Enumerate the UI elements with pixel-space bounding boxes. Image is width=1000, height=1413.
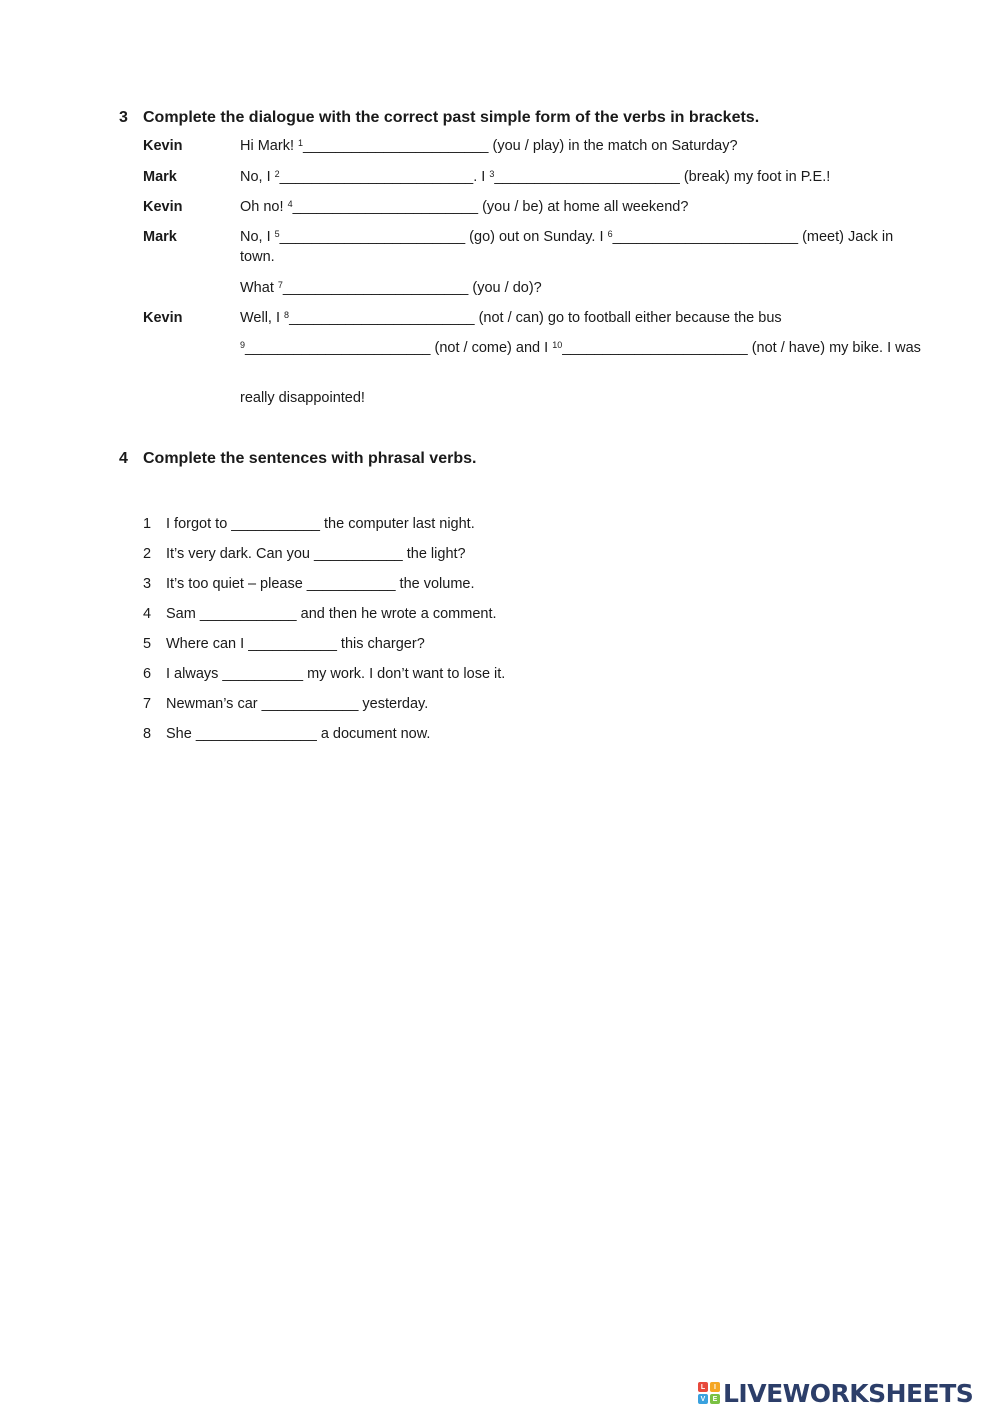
dialogue-text: Well, I	[240, 310, 285, 326]
list-item[interactable]	[143, 516, 475, 532]
dialogue-blank-text[interactable]: ________________________. I	[279, 169, 490, 185]
list-item[interactable]	[143, 606, 497, 622]
list-item[interactable]	[143, 546, 466, 562]
logo-tile-v: V	[698, 1394, 708, 1404]
item-text: Newman’s car ____________ yesterday.	[166, 696, 429, 712]
item-text: Sam ____________ and then he wrote a comment.	[166, 606, 497, 622]
logo-tile-e: E	[710, 1394, 720, 1404]
dialogue-text: Hi Mark!	[240, 138, 298, 154]
list-item[interactable]	[143, 576, 475, 592]
speaker-label: Kevin	[143, 199, 183, 215]
logo-icon	[698, 1382, 720, 1404]
blank-number: 8	[284, 310, 290, 320]
item-number: 5	[143, 636, 152, 652]
dialogue-blank-text[interactable]: _______________________ (not / have) my bike. I was	[562, 340, 921, 356]
logo-tile-i: I	[710, 1382, 720, 1392]
speaker-label: Mark	[143, 169, 177, 185]
blank-number: 6	[607, 229, 613, 239]
section-4-number: 4	[119, 450, 128, 467]
item-number: 1	[143, 516, 152, 532]
section-4-title: Complete the sentences with phrasal verbs.	[143, 450, 477, 467]
dialogue-line-3	[240, 197, 930, 217]
logo-text: LIVEWORKSHEETS	[723, 1378, 974, 1408]
item-text: Where can I ___________ this charger?	[166, 636, 425, 652]
blank-number: 4	[287, 199, 293, 209]
dialogue-line-6	[240, 308, 930, 328]
dialogue-blank-text[interactable]: _______________________ (you / do)?	[282, 280, 542, 296]
dialogue-line-5	[240, 278, 930, 298]
dialogue-text: Oh no!	[240, 199, 288, 215]
list-item[interactable]	[143, 696, 428, 712]
dialogue-line-2	[240, 167, 930, 187]
item-text: She _______________ a document now.	[166, 726, 431, 742]
section-3-title: Complete the dialogue with the correct past simple form of the verbs in brackets.	[143, 109, 760, 126]
section-4-heading	[119, 450, 476, 468]
dialogue-blank-text[interactable]: _______________________ (not / can) go to football either because the bus	[289, 310, 782, 326]
liveworksheets-logo[interactable]	[698, 1378, 973, 1408]
dialogue-line-4	[240, 227, 930, 267]
dialogue-blank-text[interactable]: _______________________ (you / play) in the match on Saturday?	[303, 138, 738, 154]
blank-number: 9	[240, 340, 246, 350]
blank-number: 2	[274, 169, 280, 179]
dialogue-line-8	[240, 388, 930, 408]
logo-tile-l: L	[698, 1382, 708, 1392]
blank-number: 5	[274, 229, 280, 239]
dialogue-blank-text[interactable]: _______________________ (go) out on Sunday. I	[279, 229, 608, 245]
section-3-heading	[119, 109, 759, 127]
item-number: 2	[143, 546, 152, 562]
dialogue-blank-text[interactable]: _______________________ (not / come) and I	[245, 340, 553, 356]
dialogue-blank-text[interactable]: _______________________ (break) my foot in P.E.!	[494, 169, 831, 185]
item-number: 6	[143, 666, 152, 682]
blank-number: 10	[552, 340, 563, 350]
list-item[interactable]	[143, 726, 430, 742]
blank-number: 7	[277, 280, 283, 290]
item-number: 7	[143, 696, 152, 712]
dialogue-text: No, I	[240, 229, 275, 245]
dialogue-text: No, I	[240, 169, 275, 185]
dialogue-text: really disappointed!	[240, 390, 365, 406]
blank-number: 1	[298, 138, 304, 148]
item-number: 8	[143, 726, 152, 742]
dialogue-blank-text[interactable]: _______________________ (you / be) at home all weekend?	[292, 199, 689, 215]
blank-number: 3	[489, 169, 495, 179]
list-item[interactable]	[143, 636, 425, 652]
speaker-label: Kevin	[143, 138, 183, 154]
speaker-label: Kevin	[143, 310, 183, 326]
dialogue-line-7	[240, 338, 930, 358]
dialogue-blank-text[interactable]: _______________________ (meet) Jack in town.	[240, 229, 894, 265]
list-item[interactable]	[143, 666, 505, 682]
dialogue-line-1	[240, 136, 930, 156]
dialogue-text: What	[240, 280, 278, 296]
item-text: I always __________ my work. I don’t want to lose it.	[166, 666, 506, 682]
item-number: 4	[143, 606, 152, 622]
item-text: It’s too quiet – please ___________ the volume.	[166, 576, 475, 592]
item-text: It’s very dark. Can you ___________ the light?	[166, 546, 466, 562]
item-number: 3	[143, 576, 152, 592]
item-text: I forgot to ___________ the computer last night.	[166, 516, 475, 532]
speaker-label: Mark	[143, 229, 177, 245]
section-3-number: 3	[119, 109, 128, 126]
